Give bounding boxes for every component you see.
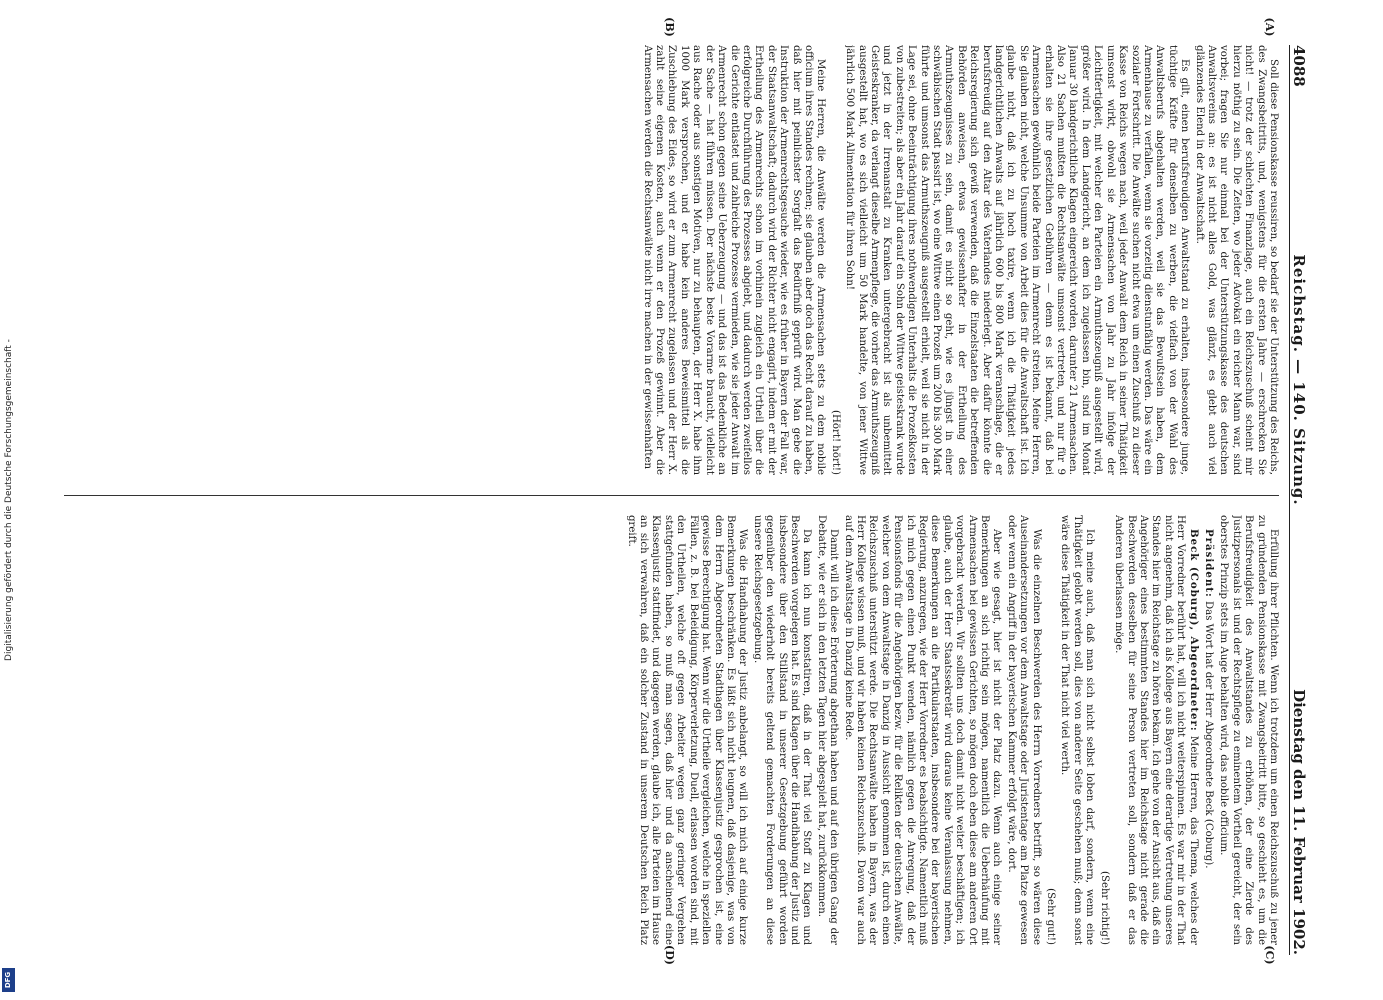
paragraph: Damit will ich diese Erörterung abgethan haben und auf den übrigen Gang der Debatte, wie er sich in den letzten Tagen hier abgespielt hat, zurückkommen. [815, 515, 840, 945]
newspaper-page [55, 17, 1315, 965]
paragraph: Es gilt, einen berufsfreudigen Anwaltstand zu erhalten, insbesondere junge, tüchtige Kräfte für denselben zu werben, die vielfach von der Wahl des Anwaltsberufs abgehalten werden, weil sie das Bewußtsein haben, dem Armenhause zu verfallen, wenn sie vorzeitig dienstunfähig werden. Das wäre ein sozialer Fortschritt. Die Anwälte suchen nicht etwa um einen Zuschuß zu dieser Kasse von Reichs wegen nach, weil jeder Anwalt dem Reich in seiner Thätigkeit umsonst wirkt, obwohl sie Armensachen von Jahr zu Jahr infolge der Leichtfertigkeit, mit welcher den Parteien ein Armuthszeugniß ausgestellt wird, größer wird. In dem Landgericht, an dem ich zugelassen bin, sind im Monat Januar 30 landgerichtliche Klagen eingereicht worden, darunter 21 Armensachen. Also 21 Sachen mußten die Rechtsanwälte umsonst vertreten, und nur für 9 erhalten sie ihre gesetzlichen Gebühren — denn es ist bekannt, daß bei Armensachen gewöhnlich beide Parteien im Armenrecht streiten. Meine Herren, Sie glauben nicht, welche Unsumme von Arbeit dies für die Anwaltschaft ist. Ich glaube nicht, daß ich zu hoch taxire, wenn ich die Thätigkeit jedes landgerichtlichen Anwalts auf jährlich 600 bis 800 Mark veranschlage, die er berufsfreudig auf den Altar des Vaterlandes niederlegt. Aber dafür könnte die Reichsregierung sich gewiß verwenden, daß die Einzelstaaten die betreffenden Behörden anweisen, etwas gewissenhafter in der Ertheilung des Armuthszeugnisses zu sein, damit es nicht so geht, wie es jüngst in einer schwäbischen Stadt passirt ist, wo eine Wittwe einen Prozeß um 200 bis 300 Mark führte und umsonst das Armuthszeugniß ausgestellt erhielt, weil sie nicht in der Lage sei, ohne Beeinträchtigung ihres nothwendigen Unterhalts die Prozeßkosten von zubestreiten; als aber ein Jahr darauf ein Sohn der Wittwe geisteskrank wurde und jetzt in der Irrenanstalt zu Kranken untergebracht ist als unbemittelt Geisteskranker, da verlangt dieselbe Armenpflege, die vorher das Armuthszeugniß ausgestellt hat, wo es sich vielleicht um 50 Mark handelte, von jener Wittwe jährlich 500 Mark Alimentation für ihren Sohn! [844, 45, 1191, 475]
scanned-page-wrapper [55, 17, 1315, 965]
paragraph: Meine Herren, die Anwälte werden die Armensachen stets zu dem nobile officium ihres Standes rechnen; sie glauben aber doch das Recht darauf zu haben, daß hier mit peinlichster Sorgfalt das Bedürfniß geprüft wird. Man gebe die Instruktion der Armenrechtsgesuche wieder, wie es früher in Bayern der Fall war, der Staatsanwaltschaft; dadurch wird der Richter nicht engagirt, indem er mit der Ertheilung des Armenrechts schon im vorhinein zugleich ein Urtheil über die erfolgreiche Durchführung des Prozesses abgiebt, und dadurch werden zweifellos die Gerichte entlastet und zahlreiche Prozesse vermieden, wie sie jeder Anwalt im Armenrecht schon gegen seine Ueberzeugung — und das ist das Bedenkliche an der Sache — hat führen müssen. Der nächste beste Vorarme braucht, vielleicht aus Rache oder aus sonstigen Motiven, nur zu behaupten, der Herr X. habe ihm 1000 Mark versprochen, und er habe kein anderes Beweismittel als die Zuschiebung des Eides, so wird er zum Armenrecht zugelassen und der Herr X. zahlt seine eigenen Kosten, auch wenn er den Prozeß gewinnt. Aber die Armensachen werden die Rechtsanwälte nicht irre machen in der gewissenhaften [641, 45, 827, 475]
speaker-paragraph [1112, 515, 1200, 945]
left-column [64, 45, 1279, 475]
session-date: Dienstag den 11. Februar 1902. [1290, 689, 1309, 955]
dfg-logo-text: DFG [4, 971, 13, 989]
paragraph: Da kann ich nun konstatiren, daß in der That viel Stoff zu Klagen und Beschwerden vorgelegen hat. Es sind Klagen über die Handhabung der Justiz und insbesondere über den Stillstand in unserer Gesetzgebung geführt worden gegenüber den wiederholt bereits geltend gemachten Forderungen an diese unsere Reichsgesetzgebung. [751, 515, 813, 945]
dfg-logo [2, 968, 15, 992]
paragraph: Aber wie gesagt, hier ist nicht der Platz dazu. Wenn auch einige seiner Bemerkungen an sich richtig sein mögen, namentlich die Ueberhäufung mit Armensachen bei gewissen Gerichten, so mögen doch eben diese am anderen Ort vorgebracht werden. Wir sollten uns doch damit nicht weiter beschäftigen; ich glaube, auch der Herr Staatssekretär wird daraus keine Veranlassung nehmen, diese Bemerkungen an die Partikularstaaten, insbesondere bei der bayerischen Regierung, anzuregen, wie der Herr Vorredner es beabsichtigte. Namentlich muß ich mich gegen einen Punkt wenden, nämlich gegen die Anregung, daß der Pensionsfonds für die Angehörigen bezw. für die Relikten der deutschen Anwälte, welcher von dem Anwaltstage in Danzig in Aussicht genommen ist, durch einen Reichszuschuß unterstützt werde. Die Rechtsanwälte haben in Bayern, was der Herr Kollege wissen muß, und wir haben keinen Reichszuschuß. Davon war auch auf dem Anwaltstage in Danzig keine Rede. [842, 515, 1003, 945]
digitisation-credit [0, 0, 18, 1000]
paragraph: Was die Handhabung der Justiz anbelangt, so will ich mich auf einige kurze Bemerkungen beschränken. Es läßt sich nicht leugnen, daß dasjenige, was von dem Herrn Abgeordneten Stadthagen über Klassenjustiz gesprochen ist, eine gewisse Berechtigung hat. Wenn wir die Urtheile vergleichen, welche in speziellen Fällen, z. B. bei Beleidigung, Körperverletzung, Duell, erlassen worden sind, mit den Urtheilen, welche oft gegen Arbeiter wegen ganz geringer Vergehen stattgefunden haben, so muß man sagen, daß hier und da anscheinend eine Klassenjustiz stattfindet, und dagegen werden, glaube ich, alle Parteien im Hause an sich verwahren, daß ein solcher Zustand in unserem Deutschen Reich Platz greift. [625, 515, 749, 945]
interjection: (Sehr richtig!) [1098, 871, 1110, 945]
paragraph: Erfüllung ihrer Pflichten. Wenn ich trotzdem um einen Reichszuschuß zu jener zu gründenden Pensionskasse mit Zwangsbeitritt bitte, so geschieht es, um die Berufsfreudigkeit des Anwaltstandes zu erhöhen, der eine Zierde des Justizpersonals ist und der Rechtspflege zu eminentem Vortheil gereicht, der sein oberstes Prinzip stets im Auge behalten wird, das nobile officium. [1218, 515, 1279, 945]
paragraph: Was die einzelnen Beschwerden des Herrn Vorredners betrifft, so wären diese Auseinandersetzungen vor dem Anwaltstage oder Juristentage am Platze gewesen oder wenn ein Angriff in der bayerischen Kammer erfolgt wäre, dort. [1005, 515, 1042, 945]
margin-marker-a: (A) [1263, 17, 1276, 37]
speaker-text: Das Wort hat der Herr Abgeordnete Beck (Coburg). [1202, 600, 1214, 869]
page-header [1289, 45, 1315, 955]
speaker-text: Meine Herren, das Thema, welches der Herr Vorredner berührt hat, will ich nicht weiterspinnen. Es war mir in der That nicht angenehm, daß ich als Kollege aus Bayern eine derartige Vertretung unseres Standes hier im Reichstage zu hören bekam. Ich gehe von der Ansicht aus, daß ein Angehöriger eines bestimmten Standes hier im Reichstage nicht gerade die Beschwerden desselben für seine Person vertreten soll, sondern daß er das Anderen überlassen möge. [1113, 515, 1199, 945]
margin-marker-d: (D) [663, 945, 676, 965]
page-title: Reichstag. — 140. Sitzung. [1290, 254, 1309, 506]
right-column [64, 515, 1279, 945]
margin-marker-c: (C) [1263, 945, 1276, 965]
column-divider [64, 495, 1279, 496]
speaker-name: Beck (Coburg), Abgeordneter: [1187, 529, 1200, 732]
speaker-name: Präsident: [1202, 529, 1215, 598]
credit-text: Digitalisierung gefördert durch die Deutsche Forschungsgemeinschaft - [4, 339, 14, 661]
margin-marker-b: (B) [663, 17, 676, 37]
paragraph: Ich meine auch, daß man sich nicht selbst loben darf, sondern, wenn eine Thätigkeit gelobt werden soll, dies von anderer Seite geschehen muß; denn sonst wäre diese Thätigkeit in der That nicht viel werth. [1059, 515, 1096, 945]
interjection: (Sehr gut!) [1045, 888, 1057, 945]
paragraph: Soll diese Pensionskasse reussiren, so bedarf sie der Unterstützung des Reichs, des Zwangsbeitritts, und, wenigstens für die ersten Jahre — erschrecken Sie nicht! — trotz der schlechten Finanzlage, auch ein Reichszuschuß scheint mir hierzu nöthig zu sein. Die Zeiten, wo jeder Advokat ein reicher Mann war, sind vorbei; fragen Sie nur einmal bei der Unterstützungskasse des deutschen Anwaltsvereins an: es ist nicht alles Gold, was glänzt, es glebt auch viel glänzendes Elend in der Anwaltschaft. [1193, 45, 1279, 475]
interjection: (Hört! hört!) [829, 409, 841, 475]
speaker-paragraph [1202, 515, 1215, 945]
page-number: 4088 [1290, 45, 1309, 87]
